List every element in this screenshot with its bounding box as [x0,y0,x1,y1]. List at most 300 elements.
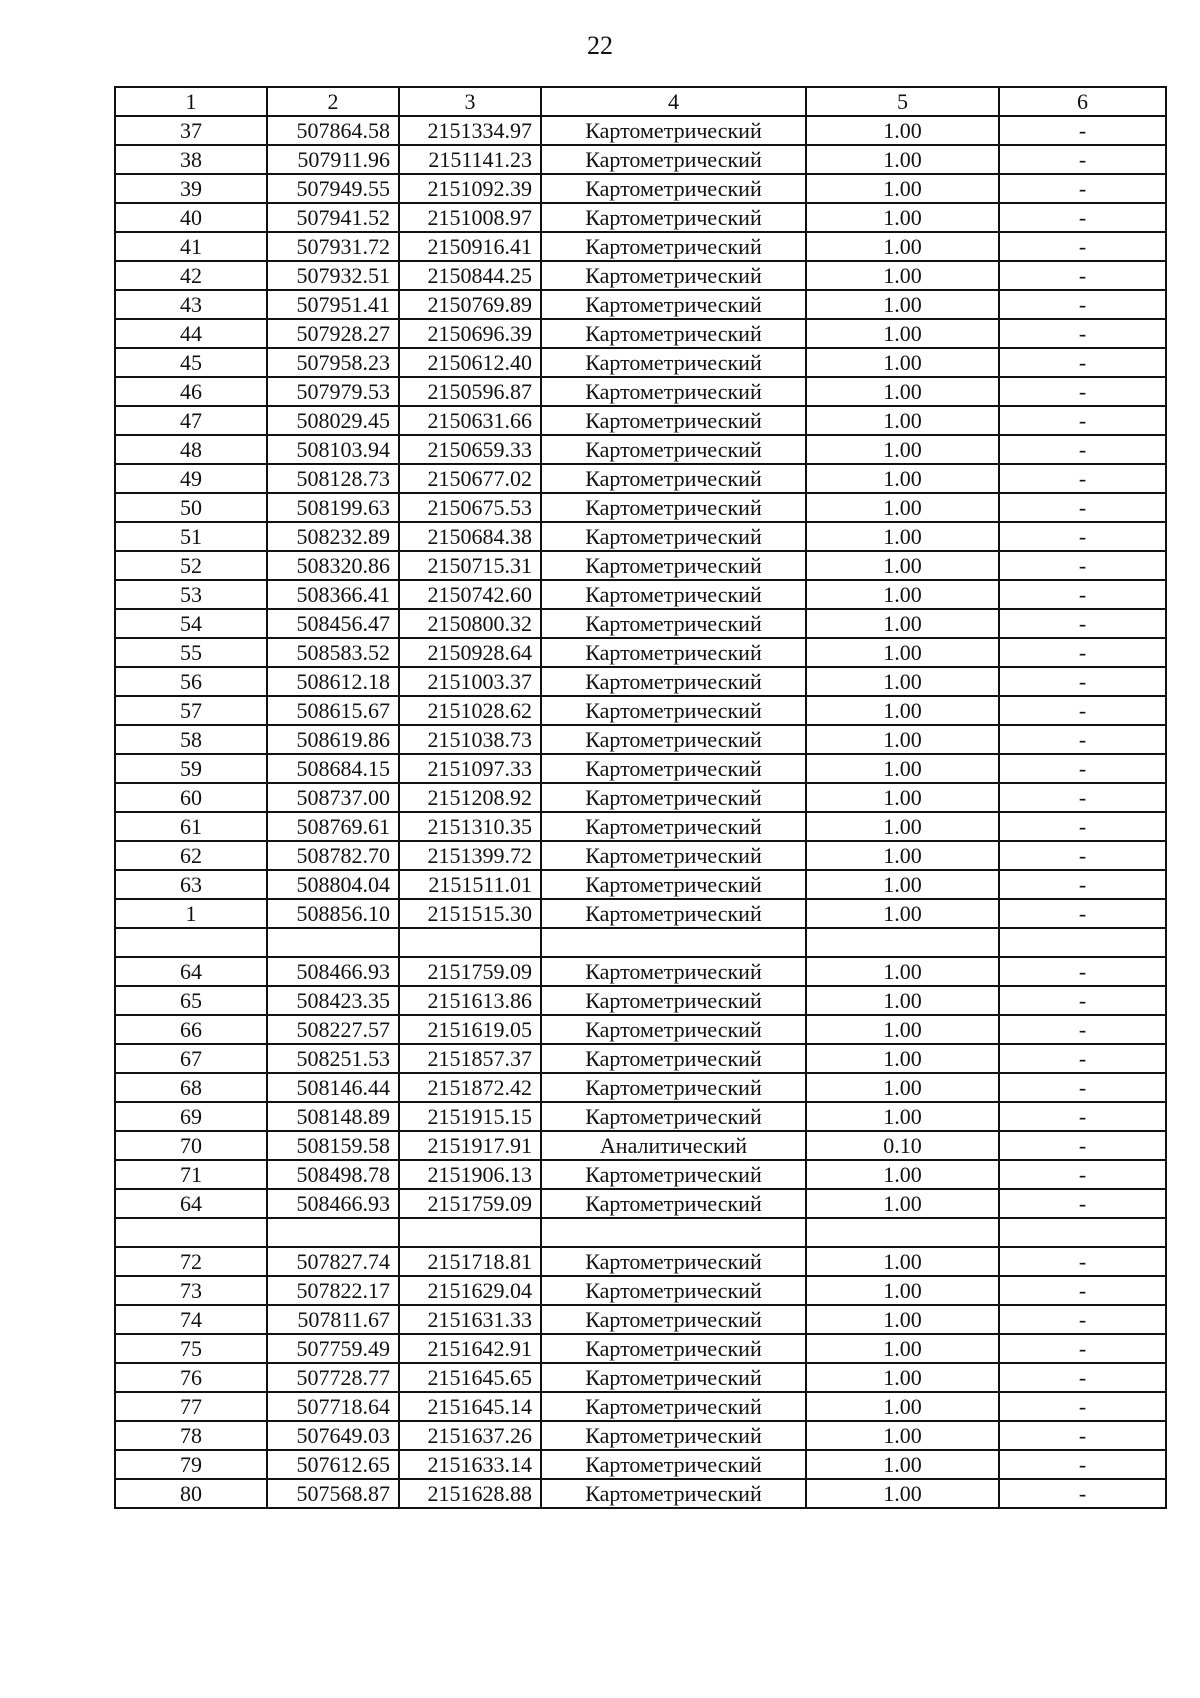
point-number-cell: 46 [115,377,267,406]
accuracy-cell: 1.00 [806,783,999,812]
table-row [115,841,1166,870]
method-cell: Картометрический [541,116,806,145]
note-cell: - [999,319,1166,348]
x-coordinate-cell: 508615.67 [267,696,399,725]
accuracy-cell: 0.10 [806,1131,999,1160]
header-cell-6: 6 [999,87,1166,116]
note-cell: - [999,377,1166,406]
method-cell: Картометрический [541,1305,806,1334]
note-cell: - [999,1131,1166,1160]
accuracy-cell: 1.00 [806,580,999,609]
x-coordinate-cell [267,1218,399,1247]
method-cell: Картометрический [541,1247,806,1276]
method-cell: Картометрический [541,493,806,522]
point-number-cell: 41 [115,232,267,261]
y-coordinate-cell: 2150677.02 [399,464,541,493]
method-cell: Картометрический [541,174,806,203]
method-cell: Картометрический [541,1421,806,1450]
table-row [115,1276,1166,1305]
x-coordinate-cell: 508456.47 [267,609,399,638]
table-row [115,1479,1166,1508]
header-cell-2: 2 [267,87,399,116]
point-number-cell: 64 [115,1189,267,1218]
point-number-cell: 54 [115,609,267,638]
point-number-cell: 53 [115,580,267,609]
note-cell: - [999,783,1166,812]
x-coordinate-cell: 508619.86 [267,725,399,754]
method-cell: Картометрический [541,232,806,261]
note-cell: - [999,203,1166,232]
method-cell: Картометрический [541,1276,806,1305]
accuracy-cell: 1.00 [806,1102,999,1131]
y-coordinate-cell: 2150742.60 [399,580,541,609]
table-row [115,290,1166,319]
accuracy-cell: 1.00 [806,1363,999,1392]
method-cell: Картометрический [541,725,806,754]
note-cell: - [999,551,1166,580]
accuracy-cell: 1.00 [806,986,999,1015]
accuracy-cell: 1.00 [806,1334,999,1363]
table-row [115,638,1166,667]
x-coordinate-cell: 507827.74 [267,1247,399,1276]
y-coordinate-cell: 2150916.41 [399,232,541,261]
point-number-cell: 49 [115,464,267,493]
method-cell: Картометрический [541,348,806,377]
table-row [115,609,1166,638]
x-coordinate-cell: 508029.45 [267,406,399,435]
x-coordinate-cell: 508199.63 [267,493,399,522]
note-cell: - [999,406,1166,435]
y-coordinate-cell: 2151906.13 [399,1160,541,1189]
method-cell: Картометрический [541,957,806,986]
x-coordinate-cell: 507931.72 [267,232,399,261]
note-cell: - [999,899,1166,928]
y-coordinate-cell: 2151645.65 [399,1363,541,1392]
x-coordinate-cell: 508583.52 [267,638,399,667]
note-cell: - [999,841,1166,870]
method-cell: Картометрический [541,696,806,725]
x-coordinate-cell [267,928,399,957]
x-coordinate-cell: 507718.64 [267,1392,399,1421]
note-cell: - [999,290,1166,319]
method-cell: Картометрический [541,812,806,841]
accuracy-cell: 1.00 [806,1479,999,1508]
point-number-cell: 79 [115,1450,267,1479]
accuracy-cell: 1.00 [806,116,999,145]
method-cell: Картометрический [541,290,806,319]
point-number-cell: 43 [115,290,267,319]
table-row [115,1305,1166,1334]
y-coordinate-cell: 2150631.66 [399,406,541,435]
point-number-cell: 60 [115,783,267,812]
x-coordinate-cell: 508423.35 [267,986,399,1015]
table-row [115,232,1166,261]
point-number-cell: 39 [115,174,267,203]
table-row [115,1160,1166,1189]
table-row [115,522,1166,551]
point-number-cell: 58 [115,725,267,754]
x-coordinate-cell: 507649.03 [267,1421,399,1450]
table-row [115,261,1166,290]
accuracy-cell: 1.00 [806,870,999,899]
table-row [115,1218,1166,1247]
table-row [115,725,1166,754]
accuracy-cell: 1.00 [806,435,999,464]
method-cell: Картометрический [541,609,806,638]
point-number-cell: 72 [115,1247,267,1276]
x-coordinate-cell: 508466.93 [267,1189,399,1218]
method-cell: Картометрический [541,754,806,783]
y-coordinate-cell: 2151759.09 [399,1189,541,1218]
table-row [115,1334,1166,1363]
accuracy-cell: 1.00 [806,464,999,493]
x-coordinate-cell: 508737.00 [267,783,399,812]
accuracy-cell: 1.00 [806,232,999,261]
accuracy-cell: 1.00 [806,348,999,377]
table-row [115,406,1166,435]
y-coordinate-cell: 2151613.86 [399,986,541,1015]
method-cell: Картометрический [541,406,806,435]
table-row [115,203,1166,232]
x-coordinate-cell: 508466.93 [267,957,399,986]
y-coordinate-cell [399,928,541,957]
x-coordinate-cell: 508804.04 [267,870,399,899]
y-coordinate-cell: 2151038.73 [399,725,541,754]
point-number-cell: 40 [115,203,267,232]
point-number-cell: 66 [115,1015,267,1044]
y-coordinate-cell: 2151399.72 [399,841,541,870]
y-coordinate-cell: 2150800.32 [399,609,541,638]
accuracy-cell: 1.00 [806,1247,999,1276]
x-coordinate-cell: 508148.89 [267,1102,399,1131]
method-cell: Картометрический [541,1334,806,1363]
y-coordinate-cell: 2150675.53 [399,493,541,522]
accuracy-cell: 1.00 [806,377,999,406]
method-cell: Картометрический [541,464,806,493]
note-cell: - [999,232,1166,261]
point-number-cell: 61 [115,812,267,841]
method-cell: Картометрический [541,986,806,1015]
x-coordinate-cell: 507911.96 [267,145,399,174]
table-row [115,319,1166,348]
note-cell: - [999,1479,1166,1508]
page-number: 22 [587,31,613,60]
accuracy-cell: 1.00 [806,290,999,319]
y-coordinate-cell: 2151633.14 [399,1450,541,1479]
x-coordinate-cell: 508320.86 [267,551,399,580]
y-coordinate-cell: 2151141.23 [399,145,541,174]
point-number-cell [115,928,267,957]
table-row [115,1015,1166,1044]
point-number-cell: 38 [115,145,267,174]
table-row [115,435,1166,464]
point-number-cell: 52 [115,551,267,580]
note-cell [999,928,1166,957]
table-row [115,551,1166,580]
method-cell: Картометрический [541,841,806,870]
x-coordinate-cell: 507822.17 [267,1276,399,1305]
coordinates-table [114,86,1167,1509]
point-number-cell: 44 [115,319,267,348]
note-cell: - [999,1247,1166,1276]
method-cell: Картометрический [541,1102,806,1131]
note-cell: - [999,1102,1166,1131]
note-cell: - [999,580,1166,609]
x-coordinate-cell: 508103.94 [267,435,399,464]
accuracy-cell: 1.00 [806,1305,999,1334]
point-number-cell [115,1218,267,1247]
y-coordinate-cell: 2151334.97 [399,116,541,145]
point-number-cell: 77 [115,1392,267,1421]
y-coordinate-cell: 2150596.87 [399,377,541,406]
note-cell: - [999,609,1166,638]
table-row [115,174,1166,203]
x-coordinate-cell: 508232.89 [267,522,399,551]
y-coordinate-cell: 2151511.01 [399,870,541,899]
accuracy-cell: 1.00 [806,319,999,348]
accuracy-cell: 1.00 [806,957,999,986]
y-coordinate-cell: 2150769.89 [399,290,541,319]
accuracy-cell: 1.00 [806,145,999,174]
table-row [115,928,1166,957]
method-cell: Картометрический [541,522,806,551]
method-cell: Картометрический [541,1363,806,1392]
header-cell-3: 3 [399,87,541,116]
x-coordinate-cell: 507951.41 [267,290,399,319]
accuracy-cell: 1.00 [806,1073,999,1102]
table-row [115,464,1166,493]
y-coordinate-cell: 2151208.92 [399,783,541,812]
accuracy-cell: 1.00 [806,638,999,667]
accuracy-cell: 1.00 [806,1160,999,1189]
table-row [115,493,1166,522]
y-coordinate-cell: 2151028.62 [399,696,541,725]
method-cell: Картометрический [541,551,806,580]
x-coordinate-cell: 508684.15 [267,754,399,783]
note-cell: - [999,1421,1166,1450]
point-number-cell: 1 [115,899,267,928]
y-coordinate-cell: 2151092.39 [399,174,541,203]
note-cell: - [999,986,1166,1015]
header-row [115,87,1166,116]
x-coordinate-cell: 507932.51 [267,261,399,290]
y-coordinate-cell: 2151637.26 [399,1421,541,1450]
header-cell-4: 4 [541,87,806,116]
table-row [115,812,1166,841]
method-cell: Картометрический [541,667,806,696]
point-number-cell: 69 [115,1102,267,1131]
table-row [115,1102,1166,1131]
x-coordinate-cell: 507568.87 [267,1479,399,1508]
table-row [115,348,1166,377]
method-cell: Картометрический [541,203,806,232]
note-cell: - [999,957,1166,986]
x-coordinate-cell: 508856.10 [267,899,399,928]
table-row [115,377,1166,406]
y-coordinate-cell: 2151917.91 [399,1131,541,1160]
note-cell: - [999,145,1166,174]
accuracy-cell: 1.00 [806,899,999,928]
table-row [115,1131,1166,1160]
x-coordinate-cell: 507941.52 [267,203,399,232]
note-cell: - [999,754,1166,783]
accuracy-cell: 1.00 [806,754,999,783]
point-number-cell: 50 [115,493,267,522]
table-body [115,116,1166,1508]
table-header [115,87,1166,116]
y-coordinate-cell: 2151718.81 [399,1247,541,1276]
note-cell: - [999,870,1166,899]
accuracy-cell: 1.00 [806,203,999,232]
x-coordinate-cell: 508251.53 [267,1044,399,1073]
table-row [115,1450,1166,1479]
x-coordinate-cell: 507811.67 [267,1305,399,1334]
note-cell: - [999,348,1166,377]
x-coordinate-cell: 507949.55 [267,174,399,203]
accuracy-cell: 1.00 [806,1189,999,1218]
note-cell: - [999,1450,1166,1479]
table-row [115,1073,1166,1102]
y-coordinate-cell: 2150715.31 [399,551,541,580]
y-coordinate-cell: 2151642.91 [399,1334,541,1363]
point-number-cell: 71 [115,1160,267,1189]
method-cell: Картометрический [541,1044,806,1073]
point-number-cell: 70 [115,1131,267,1160]
y-coordinate-cell: 2151097.33 [399,754,541,783]
note-cell: - [999,638,1166,667]
note-cell: - [999,261,1166,290]
method-cell: Картометрический [541,1189,806,1218]
y-coordinate-cell: 2150612.40 [399,348,541,377]
header-cell-1: 1 [115,87,267,116]
y-coordinate-cell: 2151857.37 [399,1044,541,1073]
note-cell: - [999,1073,1166,1102]
accuracy-cell: 1.00 [806,1015,999,1044]
table-row [115,580,1166,609]
accuracy-cell [806,1218,999,1247]
accuracy-cell: 1.00 [806,812,999,841]
point-number-cell: 76 [115,1363,267,1392]
y-coordinate-cell: 2151008.97 [399,203,541,232]
note-cell: - [999,1363,1166,1392]
point-number-cell: 74 [115,1305,267,1334]
y-coordinate-cell: 2151310.35 [399,812,541,841]
x-coordinate-cell: 508498.78 [267,1160,399,1189]
y-coordinate-cell: 2151631.33 [399,1305,541,1334]
method-cell: Картометрический [541,1450,806,1479]
point-number-cell: 42 [115,261,267,290]
method-cell: Картометрический [541,1160,806,1189]
x-coordinate-cell: 508159.58 [267,1131,399,1160]
point-number-cell: 55 [115,638,267,667]
table-row [115,870,1166,899]
x-coordinate-cell: 508782.70 [267,841,399,870]
accuracy-cell: 1.00 [806,493,999,522]
note-cell: - [999,464,1166,493]
point-number-cell: 64 [115,957,267,986]
table-row [115,116,1166,145]
note-cell: - [999,725,1166,754]
table-row [115,986,1166,1015]
method-cell: Картометрический [541,1073,806,1102]
y-coordinate-cell: 2151515.30 [399,899,541,928]
note-cell [999,1218,1166,1247]
accuracy-cell: 1.00 [806,174,999,203]
point-number-cell: 51 [115,522,267,551]
point-number-cell: 67 [115,1044,267,1073]
accuracy-cell [806,928,999,957]
note-cell: - [999,1015,1166,1044]
header-cell-5: 5 [806,87,999,116]
accuracy-cell: 1.00 [806,261,999,290]
method-cell: Картометрический [541,319,806,348]
table-row [115,899,1166,928]
point-number-cell: 80 [115,1479,267,1508]
y-coordinate-cell: 2151003.37 [399,667,541,696]
accuracy-cell: 1.00 [806,1392,999,1421]
x-coordinate-cell: 507979.53 [267,377,399,406]
method-cell: Картометрический [541,580,806,609]
y-coordinate-cell: 2151759.09 [399,957,541,986]
y-coordinate-cell: 2151629.04 [399,1276,541,1305]
accuracy-cell: 1.00 [806,1044,999,1073]
point-number-cell: 63 [115,870,267,899]
note-cell: - [999,493,1166,522]
x-coordinate-cell: 507928.27 [267,319,399,348]
method-cell: Картометрический [541,783,806,812]
accuracy-cell: 1.00 [806,522,999,551]
x-coordinate-cell: 508146.44 [267,1073,399,1102]
x-coordinate-cell: 507864.58 [267,116,399,145]
note-cell: - [999,696,1166,725]
method-cell: Картометрический [541,261,806,290]
method-cell: Картометрический [541,870,806,899]
note-cell: - [999,1392,1166,1421]
note-cell: - [999,435,1166,464]
y-coordinate-cell: 2151628.88 [399,1479,541,1508]
accuracy-cell: 1.00 [806,841,999,870]
note-cell: - [999,1334,1166,1363]
method-cell [541,928,806,957]
note-cell: - [999,667,1166,696]
point-number-cell: 68 [115,1073,267,1102]
x-coordinate-cell: 507759.49 [267,1334,399,1363]
method-cell: Аналитический [541,1131,806,1160]
point-number-cell: 75 [115,1334,267,1363]
x-coordinate-cell: 508366.41 [267,580,399,609]
x-coordinate-cell: 508769.61 [267,812,399,841]
accuracy-cell: 1.00 [806,406,999,435]
point-number-cell: 78 [115,1421,267,1450]
method-cell [541,1218,806,1247]
y-coordinate-cell [399,1218,541,1247]
table-row [115,957,1166,986]
table-row [115,667,1166,696]
x-coordinate-cell: 508612.18 [267,667,399,696]
method-cell: Картометрический [541,638,806,667]
note-cell: - [999,1044,1166,1073]
method-cell: Картометрический [541,435,806,464]
accuracy-cell: 1.00 [806,1421,999,1450]
accuracy-cell: 1.00 [806,551,999,580]
note-cell: - [999,1189,1166,1218]
point-number-cell: 65 [115,986,267,1015]
note-cell: - [999,174,1166,203]
note-cell: - [999,1160,1166,1189]
point-number-cell: 45 [115,348,267,377]
y-coordinate-cell: 2150844.25 [399,261,541,290]
x-coordinate-cell: 507958.23 [267,348,399,377]
